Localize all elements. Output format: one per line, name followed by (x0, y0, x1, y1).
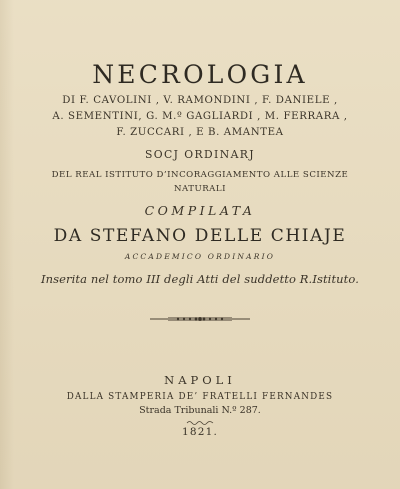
institute-name-line-2: NATURALI (173, 184, 226, 194)
members-designation: SOCJ ORDINARJ (144, 148, 256, 161)
ornamental-rule-icon (148, 314, 252, 324)
institute-name-line-1: DEL REAL ISTITUTO D’INCORAGGIAMENTO ALLE SCIENZE (51, 170, 349, 180)
imprint-city: NAPOLI (164, 373, 236, 387)
imprint-year: 1821. (181, 426, 219, 438)
deceased-names-line-2: A. SEMENTINI, G. M.º GAGLIARDI , M. FERRARA , (52, 111, 348, 122)
author-name: DA STEFANO DELLE CHIAJE (53, 226, 347, 246)
imprint-address: Strada Tribunali N.º 287. (139, 405, 261, 416)
compiled-by-label: COMPILATA (144, 203, 256, 218)
imprint-printer: DALLA STAMPERIA DE’ FRATELLI FERNANDES (66, 392, 334, 402)
deceased-names-line-3: F. ZUCCARI , E B. AMANTEA (116, 127, 284, 138)
deceased-names-line-1: DI F. CAVOLINI , V. RAMONDINI , F. DANIELE , (62, 95, 338, 106)
publication-note: Inserita nel tomo III degli Atti del suddetto R.Istituto. (41, 272, 359, 286)
author-role: ACCADEMICO ORDINARIO (124, 252, 276, 261)
document-title: NECROLOGIA (92, 60, 308, 89)
